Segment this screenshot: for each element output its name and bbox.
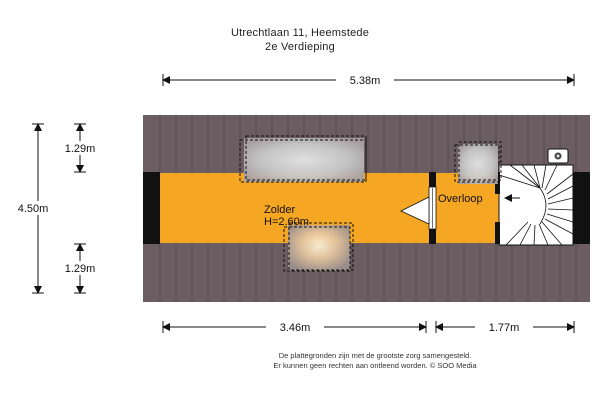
skylight <box>455 142 501 184</box>
skylight <box>284 223 353 271</box>
overloop-label: Overloop <box>438 193 483 205</box>
dimension-top-slope <box>53 124 107 172</box>
partition-wall-top <box>429 172 436 187</box>
stair-well <box>499 165 573 245</box>
overloop-width-label: 1.77m <box>488 322 520 334</box>
total-depth-label: 4.50m <box>17 203 49 215</box>
staircase <box>499 165 573 245</box>
top-slope-label: 1.29m <box>64 143 96 155</box>
zolder-label: Zolder <box>264 204 296 216</box>
dimension-overloop-width <box>436 320 574 334</box>
zolder-width-label: 3.46m <box>279 322 311 334</box>
west-wall <box>143 172 160 244</box>
disclaimer-line-1: De plattegronden zijn met de grootste zorg samengesteld. <box>278 351 472 360</box>
dimension-zolder-width <box>163 320 426 334</box>
bottom-slope-label: 1.29m <box>64 263 96 275</box>
east-wall <box>573 172 590 244</box>
disclaimer-line-2: Er kunnen geen rechten aan ontleend worden. © SOO Media <box>273 361 477 370</box>
stair-wall-bottom <box>495 222 500 244</box>
dimension-total-width <box>163 73 574 87</box>
zolder-height-label: H=2.60m <box>264 216 309 228</box>
smoke-detector-icon <box>548 149 568 163</box>
floor-title: 2e Verdieping <box>265 41 335 53</box>
partition-wall-bottom <box>429 229 436 244</box>
skylight <box>240 136 366 182</box>
total-width-label: 5.38m <box>349 75 381 87</box>
dimension-bottom-slope <box>53 244 107 293</box>
address-title: Utrechtlaan 11, Heemstede <box>230 27 370 39</box>
